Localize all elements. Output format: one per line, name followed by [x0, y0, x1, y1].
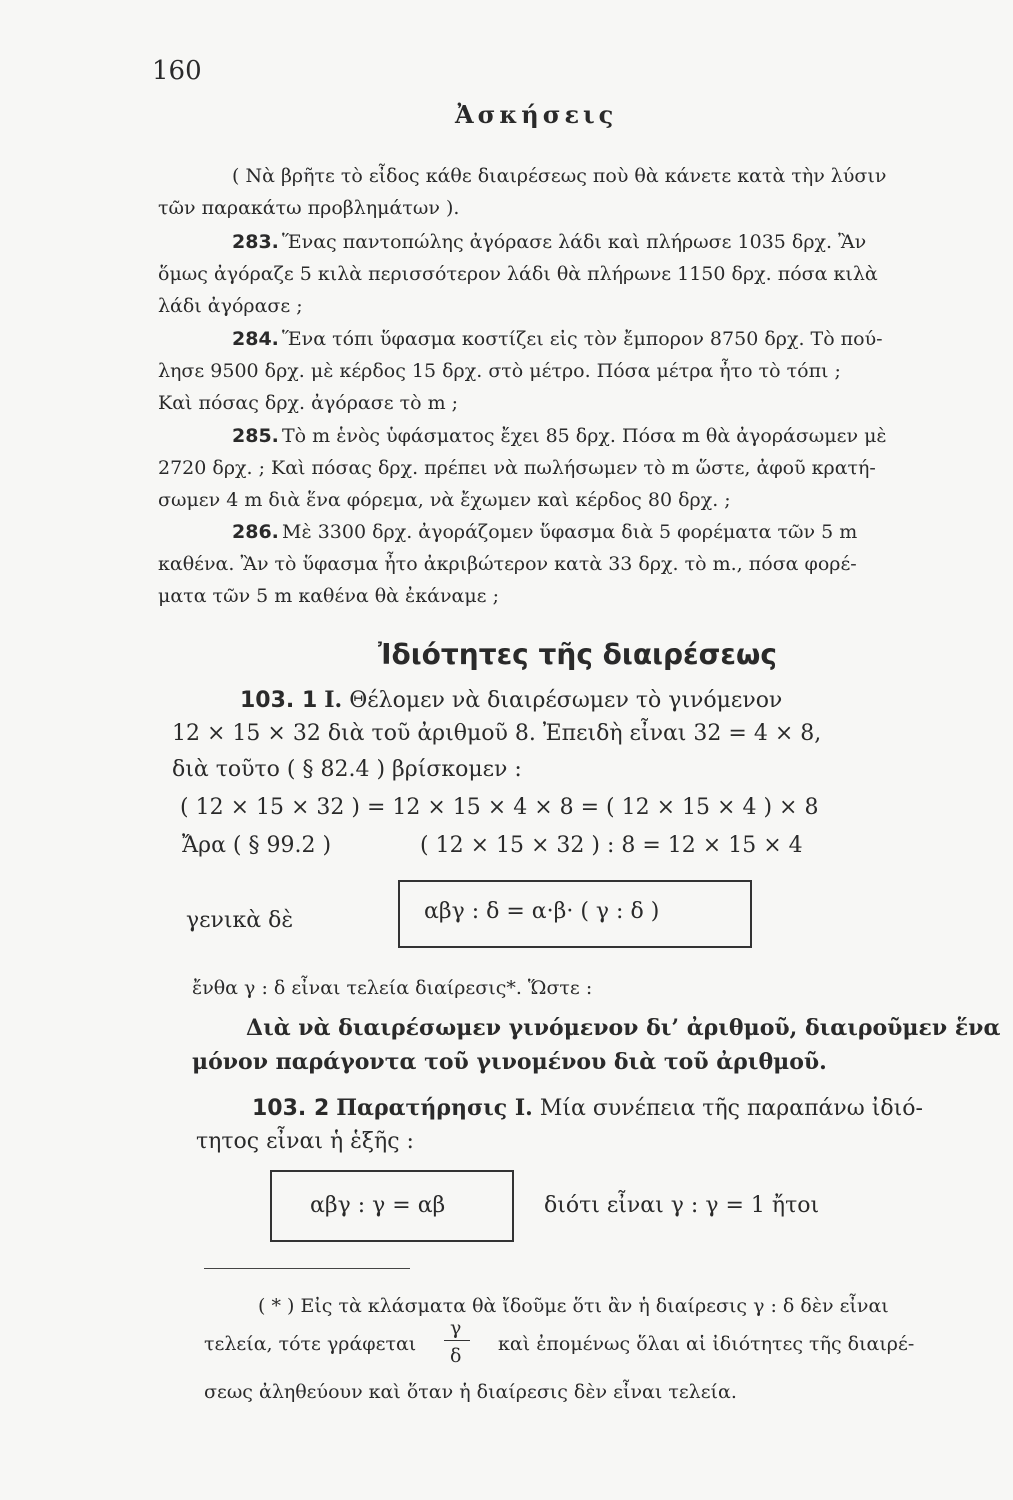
subsection-heading — [252, 1092, 923, 1125]
boxed-formula: αβγ : γ = αβ — [310, 1193, 446, 1218]
fraction-denominator: δ — [450, 1345, 462, 1367]
body-text: τητος εἶναι ἡ ἑξῆς : — [196, 1129, 414, 1154]
subsection-label: Παρατήρησις I. — [336, 1095, 533, 1121]
exercise-number: 285. — [232, 425, 279, 447]
rule-statement: Διὰ νὰ διαιρέσωμεν γινόμενον δι’ ἀριθμοῦ, διαιροῦμεν ἕνα — [246, 1015, 1001, 1041]
footnote-text: τελεία, τότε γράφεται — [204, 1333, 417, 1355]
body-text: ἔνθα γ : δ εἶναι τελεία διαίρεσις*. Ὥστε : — [192, 977, 593, 999]
exercise-text: καθένα. Ἂν τὸ ὕφασμα ἦτο ἀκριβώτερον κατὰ 33 δρχ. τὸ m., πόσα φορέ- — [158, 553, 857, 575]
general-label: γενικὰ δὲ — [186, 908, 294, 933]
subsection-text: Θέλομεν νὰ διαιρέσωμεν τὸ γινόμενον — [349, 688, 783, 713]
page-number: 160 — [152, 56, 202, 86]
exercise-number: 286. — [232, 521, 279, 543]
exercise-number: 284. — [232, 328, 279, 350]
exercise-text: λησε 9500 δρχ. μὲ κέρδος 15 δρχ. στὸ μέτρο. Πόσα μέτρα ἦτο τὸ τόπι ; — [158, 360, 841, 382]
fraction-numerator: γ — [450, 1317, 462, 1339]
footnote-divider — [204, 1268, 410, 1269]
exercise-text: Ἕνα τόπι ὕφασμα κοστίζει εἰς τὸν ἔμπορον 8750 δρχ. Τὸ πού- — [282, 328, 883, 350]
fraction-bar — [444, 1340, 470, 1341]
exercises-title: Ἀσκήσεις — [455, 100, 618, 129]
exercises-intro-line-1: ( Νὰ βρῆτε τὸ εἶδος κάθε διαιρέσεως ποὺ θὰ κάνετε κατὰ τὴν λύσιν — [232, 165, 887, 187]
rule-statement: μόνον παράγοντα τοῦ γινομένου διὰ τοῦ ἀριθμοῦ. — [192, 1049, 827, 1075]
exercise-text: 2720 δρχ. ; Καὶ πόσας δρχ. πρέπει νὰ πωλήσωμεν τὸ m ὥστε, ἀφοῦ κρατή- — [158, 457, 876, 479]
exercise-text: λάδι ἀγόρασε ; — [158, 295, 303, 317]
equation-line: ( 12 × 15 × 32 ) : 8 = 12 × 15 × 4 — [420, 833, 803, 858]
body-text: διὰ τοῦτο ( § 82.4 ) βρίσκομεν : — [172, 757, 522, 782]
subsection-label: I. — [324, 687, 343, 713]
boxed-formula: αβγ : δ = α·β· ( γ : δ ) — [424, 899, 660, 924]
subsection-number: 103. 1 — [240, 688, 318, 713]
exercises-intro-line-2: τῶν παρακάτω προβλημάτων ). — [158, 197, 460, 219]
footnote-text: σεως ἀληθεύουν καὶ ὅταν ἡ διαίρεσις δὲν εἶναι τελεία. — [204, 1381, 737, 1403]
exercise-number: 283. — [232, 231, 279, 253]
footnote-text: καὶ ἐπομένως ὅλαι αἱ ἰδιότητες τῆς διαιρέ- — [498, 1333, 915, 1355]
exercise-text: Καὶ πόσας δρχ. ἀγόρασε τὸ m ; — [158, 392, 459, 414]
subsection-heading — [240, 684, 782, 717]
equation-label: Ἄρα ( § 99.2 ) — [182, 833, 332, 858]
footnote-text: ( * ) Εἰς τὰ κλάσματα θὰ ἴδοῦμε ὅτι ἂν ἡ διαίρεσις γ : δ δὲν εἶναι — [258, 1295, 889, 1317]
section-title: Ἰδιότητες τῆς διαιρέσεως — [378, 638, 777, 671]
subsection-number: 103. 2 — [252, 1096, 330, 1121]
exercise-text: Ἕνας παντοπώλης ἀγόρασε λάδι καὶ πλήρωσε 1035 δρχ. Ἂν — [282, 231, 867, 253]
exercise-text: ὅμως ἀγόραζε 5 κιλὰ περισσότερον λάδι θὰ πλήρωνε 1150 δρχ. πόσα κιλὰ — [158, 263, 878, 285]
body-text: 12 × 15 × 32 διὰ τοῦ ἀριθμοῦ 8. Ἐπειδὴ εἶναι 32 = 4 × 8, — [172, 721, 822, 746]
equation-line: ( 12 × 15 × 32 ) = 12 × 15 × 4 × 8 = ( 12 × 15 × 4 ) × 8 — [180, 795, 819, 820]
exercise-text: σωμεν 4 m διὰ ἕνα φόρεμα, νὰ ἔχωμεν καὶ κέρδος 80 δρχ. ; — [158, 489, 731, 511]
body-text: διότι εἶναι γ : γ = 1 ἤτοι — [544, 1193, 820, 1218]
exercise-text: Τὸ m ἑνὸς ὑφάσματος ἔχει 85 δρχ. Πόσα m θὰ ἀγοράσωμεν μὲ — [282, 425, 887, 447]
subsection-text: Μία συνέπεια τῆς παραπάνω ἰδιό- — [539, 1096, 923, 1121]
exercise-text: ματα τῶν 5 m καθένα θὰ ἐκάναμε ; — [158, 585, 499, 607]
exercise-text: Μὲ 3300 δρχ. ἀγοράζομεν ὕφασμα διὰ 5 φορέματα τῶν 5 m — [282, 521, 858, 543]
